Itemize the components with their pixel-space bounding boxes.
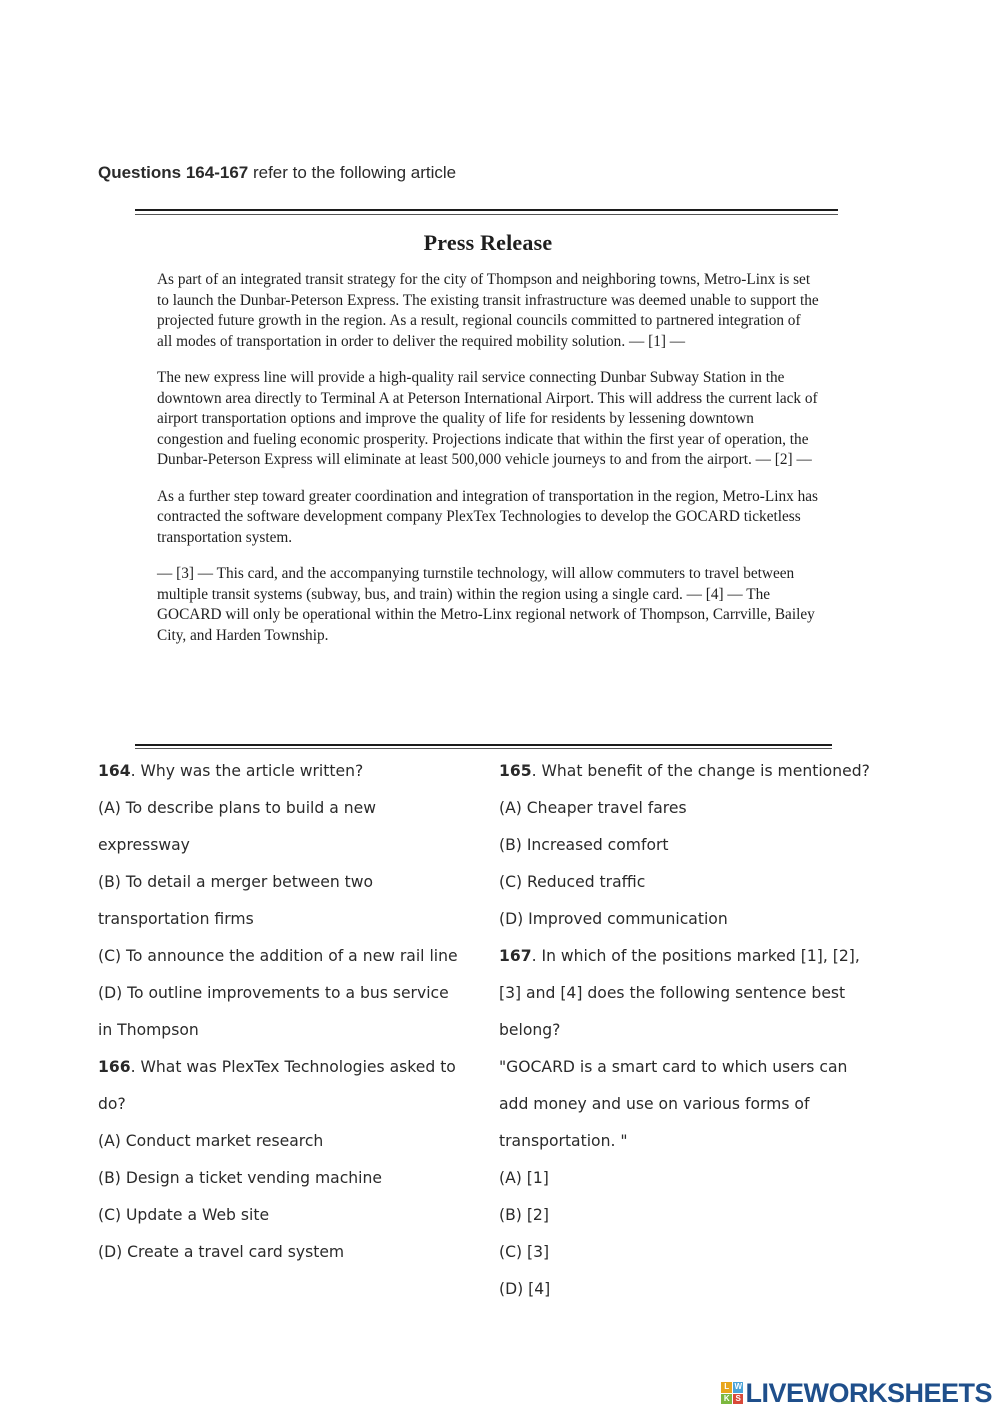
option-165-a[interactable]: (A) Cheaper travel fares bbox=[499, 799, 687, 817]
question-164 bbox=[98, 753, 488, 790]
logo-text: LIVEWORKSHEETS bbox=[745, 1377, 992, 1408]
quoted-sentence-2: add money and use on various forms of bbox=[499, 1095, 810, 1113]
option-166-c[interactable]: (C) Update a Web site bbox=[98, 1206, 270, 1224]
option-164-d[interactable]: (D) To outline improvements to a bus service bbox=[98, 984, 449, 1002]
option-164-a-cont: expressway bbox=[98, 836, 190, 854]
liveworksheets-badge-icon: L W K S bbox=[721, 1382, 743, 1404]
question-167-cont-2: belong? bbox=[499, 1021, 561, 1039]
article-paragraph-1: As part of an integrated transit strategy for the city of Thompson and neighboring towns, Metro-Linx is set to launch the Dunbar-Peterson Express. The existing transit infrastructure was deemed unable to support the projected future growth in the region. As a result, regional councils committed to partnered integration of all modes of transportation in order to deliver the required mobility solution. — [1] — bbox=[157, 271, 819, 350]
top-rule-thin bbox=[135, 214, 838, 215]
option-167-a[interactable]: (A) [1] bbox=[499, 1169, 549, 1187]
question-number: 164 bbox=[98, 762, 131, 780]
questions-left-column bbox=[98, 753, 488, 1271]
question-text: . What benefit of the change is mentioned? bbox=[531, 762, 870, 780]
quoted-sentence-3: transportation. " bbox=[499, 1132, 628, 1150]
question-number: 166 bbox=[98, 1058, 131, 1076]
press-release-article bbox=[157, 230, 819, 662]
option-165-d[interactable]: (D) Improved communication bbox=[499, 910, 728, 928]
question-165 bbox=[499, 753, 899, 790]
question-166 bbox=[98, 1049, 488, 1086]
option-164-b-cont: transportation firms bbox=[98, 910, 254, 928]
option-166-a[interactable]: (A) Conduct market research bbox=[98, 1132, 324, 1150]
liveworksheets-logo[interactable] bbox=[721, 1378, 992, 1408]
question-number: 165 bbox=[499, 762, 532, 780]
option-164-a[interactable]: (A) To describe plans to build a new bbox=[98, 799, 376, 817]
question-text: . What was PlexTex Technologies asked to bbox=[130, 1058, 456, 1076]
option-166-b[interactable]: (B) Design a ticket vending machine bbox=[98, 1169, 382, 1187]
option-165-c[interactable]: (C) Reduced traffic bbox=[499, 873, 646, 891]
questions-intro bbox=[98, 163, 456, 183]
quoted-sentence-1: "GOCARD is a smart card to which users can bbox=[499, 1058, 848, 1076]
article-paragraph-4: — [3] — This card, and the accompanying turnstile technology, will allow commuters to travel between multiple transit systems (subway, bus, and train) within the region using a single card. — [4] — The GOCARD will only be operational within the Metro-Linx regional network of Thompson, Carrville, Bailey City, and Harden Township. bbox=[157, 565, 815, 644]
option-167-c[interactable]: (C) [3] bbox=[499, 1243, 550, 1261]
questions-intro-rest: refer to the following article bbox=[248, 163, 457, 182]
question-text: . In which of the positions marked [1], [2], bbox=[531, 947, 860, 965]
bottom-rule bbox=[135, 744, 832, 746]
bottom-rule-thin bbox=[135, 748, 832, 749]
option-167-b[interactable]: (B) [2] bbox=[499, 1206, 549, 1224]
question-text: . Why was the article written? bbox=[130, 762, 364, 780]
question-number: 167 bbox=[499, 947, 532, 965]
questions-range: Questions 164-167 bbox=[98, 163, 249, 182]
article-paragraph-2: The new express line will provide a high-quality rail service connecting Dunbar Subway Station in the downtown area directly to Terminal A at Peterson International Airport. This will address the current lack of airport transportation options and improve the quality of life for residents by lessening downtown congestion and fueling economic prosperity. Projections indicate that within the first year of operation, the Dunbar-Peterson Express will eliminate at least 500,000 vehicle journeys to and from the airport. — [2] — bbox=[157, 369, 818, 468]
option-164-c[interactable]: (C) To announce the addition of a new rail line bbox=[98, 947, 458, 965]
article-paragraph-3: As a further step toward greater coordination and integration of transportation in the region, Metro-Linx has contracted the software development company PlexTex Technologies to develop the GOCARD ticketless transportation system. bbox=[157, 487, 818, 546]
questions-right-column bbox=[499, 753, 899, 1308]
question-167 bbox=[499, 938, 899, 975]
option-164-d-cont: in Thompson bbox=[98, 1021, 199, 1039]
option-164-b[interactable]: (B) To detail a merger between two bbox=[98, 873, 374, 891]
option-165-b[interactable]: (B) Increased comfort bbox=[499, 836, 669, 854]
top-rule bbox=[135, 209, 838, 211]
option-167-d[interactable]: (D) [4] bbox=[499, 1280, 551, 1298]
question-166-cont: do? bbox=[98, 1095, 126, 1113]
article-title: Press Release bbox=[423, 230, 553, 255]
question-167-cont-1: [3] and [4] does the following sentence best bbox=[499, 984, 846, 1002]
option-166-d[interactable]: (D) Create a travel card system bbox=[98, 1243, 345, 1261]
